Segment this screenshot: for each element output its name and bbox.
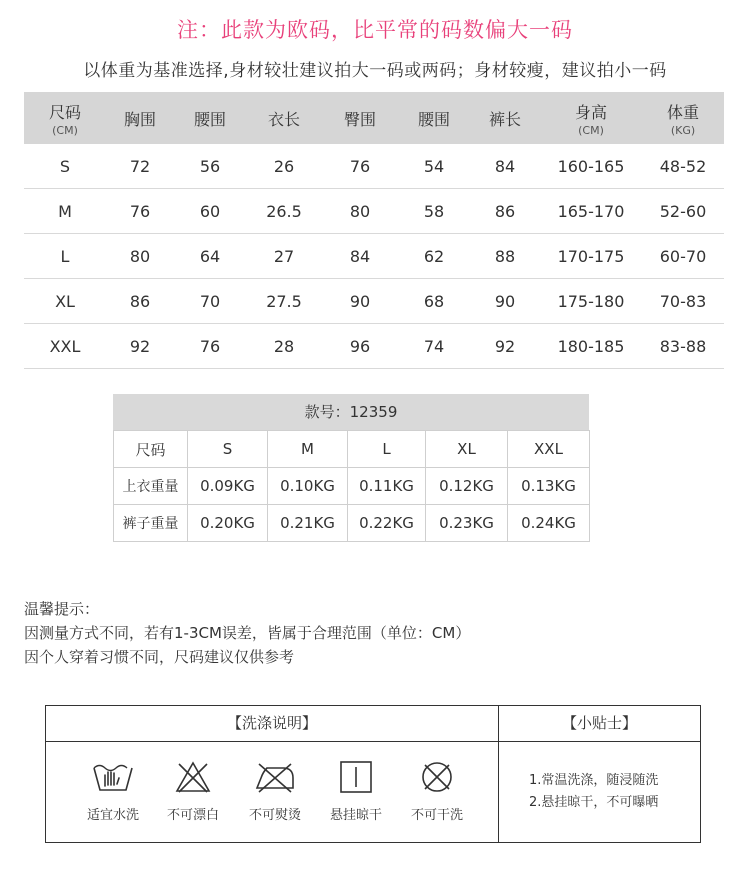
table-row <box>114 468 590 505</box>
wash-label: 不可熨烫 <box>248 808 301 823</box>
header-label: 腰围 <box>193 109 226 129</box>
table-row <box>24 234 724 279</box>
header-unit: (CM) <box>52 123 78 137</box>
table-cell: 92 <box>106 324 174 369</box>
size-notice: 注：此款为欧码，比平常的码数偏大一码 <box>177 18 573 42</box>
table-cell: 175-180 <box>540 279 642 324</box>
table-cell: XXL <box>24 324 106 369</box>
header-label: 体重 <box>666 102 699 122</box>
weight-header-cell: XL <box>426 431 508 468</box>
weight-table <box>113 430 590 542</box>
table-cell: 86 <box>106 279 174 324</box>
table-cell: 92 <box>470 324 540 369</box>
wash-item <box>316 760 396 823</box>
row-label: 裤子重量 <box>114 505 188 542</box>
weight-header-cell: S <box>188 431 268 468</box>
tip-item: 1.常温洗涤，随浸随洗 <box>529 773 659 788</box>
weight-header-cell: L <box>348 431 426 468</box>
table-cell: XL <box>24 279 106 324</box>
table-cell: S <box>24 144 106 189</box>
table-cell: 180-185 <box>540 324 642 369</box>
tips-line: 因个人穿着习惯不同，尺码建议仅供参考 <box>24 648 295 666</box>
table-row <box>24 324 724 369</box>
table-cell: 0.20KG <box>188 505 268 542</box>
table-cell: 48-52 <box>642 144 724 189</box>
table-cell: 74 <box>398 324 470 369</box>
table-cell: 80 <box>322 189 398 234</box>
weight-table-block <box>113 394 589 542</box>
wash-item <box>235 760 315 823</box>
size-header-cell <box>470 92 540 144</box>
size-advice: 以体重为基准选择,身材较壮建议拍大一码或两码；身材较瘦，建议拍小一码 <box>83 61 667 81</box>
table-cell: 27 <box>246 234 322 279</box>
table-cell: 76 <box>106 189 174 234</box>
table-cell: 96 <box>322 324 398 369</box>
size-table-header <box>24 92 724 144</box>
size-header-cell <box>398 92 470 144</box>
size-table <box>24 92 724 369</box>
table-cell: 60 <box>174 189 246 234</box>
model-number: 款号：12359 <box>113 394 589 430</box>
tips-title: 【小贴士】 <box>499 706 700 742</box>
table-cell: 83-88 <box>642 324 724 369</box>
table-cell: 62 <box>398 234 470 279</box>
table-cell: 160-165 <box>540 144 642 189</box>
size-header-cell <box>246 92 322 144</box>
table-cell: 165-170 <box>540 189 642 234</box>
table-cell: 0.24KG <box>508 505 590 542</box>
no-bleach-icon <box>171 760 215 794</box>
wash-label: 适宜水洗 <box>86 808 139 823</box>
header-unit: (CM) <box>578 123 604 137</box>
table-cell: M <box>24 189 106 234</box>
size-header-cell <box>106 92 174 144</box>
size-header-cell <box>322 92 398 144</box>
header-unit: (KG) <box>670 123 696 137</box>
no-dry-clean-icon <box>415 760 459 794</box>
wash-title: 【洗涤说明】 <box>46 706 498 742</box>
table-row <box>24 144 724 189</box>
table-cell: 88 <box>470 234 540 279</box>
size-header-cell <box>540 92 642 144</box>
wash-label: 悬挂晾干 <box>329 808 382 823</box>
wash-section <box>46 706 499 842</box>
table-row <box>24 189 724 234</box>
table-cell: 80 <box>106 234 174 279</box>
table-cell: 70-83 <box>642 279 724 324</box>
table-cell: 0.09KG <box>188 468 268 505</box>
weight-header-cell: 尺码 <box>114 431 188 468</box>
table-cell: 52-60 <box>642 189 724 234</box>
wash-label: 不可干洗 <box>410 808 463 823</box>
header-label: 尺码 <box>48 102 81 122</box>
table-cell: 27.5 <box>246 279 322 324</box>
row-label: 上衣重量 <box>114 468 188 505</box>
wash-label: 不可漂白 <box>166 808 219 823</box>
header-label: 腰围 <box>417 109 450 129</box>
table-cell: 72 <box>106 144 174 189</box>
table-cell: 86 <box>470 189 540 234</box>
no-iron-icon <box>253 760 297 794</box>
table-cell: 84 <box>322 234 398 279</box>
table-cell: 76 <box>174 324 246 369</box>
table-row <box>24 279 724 324</box>
table-cell: 0.21KG <box>268 505 348 542</box>
table-cell: 0.23KG <box>426 505 508 542</box>
table-cell: 60-70 <box>642 234 724 279</box>
tip-item: 2.悬挂晾干，不可曝晒 <box>529 795 659 810</box>
tips-section <box>499 706 700 842</box>
weight-header-cell: XXL <box>508 431 590 468</box>
hand-wash-icon <box>91 760 135 794</box>
table-cell: 64 <box>174 234 246 279</box>
table-cell: 0.12KG <box>426 468 508 505</box>
weight-header-cell: M <box>268 431 348 468</box>
tips-heading: 温馨提示： <box>24 600 100 618</box>
table-cell: 90 <box>470 279 540 324</box>
table-cell: 28 <box>246 324 322 369</box>
size-header-cell <box>24 92 106 144</box>
table-cell: 0.11KG <box>348 468 426 505</box>
table-cell: 0.22KG <box>348 505 426 542</box>
table-cell: 56 <box>174 144 246 189</box>
wash-item <box>153 760 233 823</box>
header-label: 衣长 <box>267 109 300 129</box>
table-cell: 54 <box>398 144 470 189</box>
table-cell: 0.10KG <box>268 468 348 505</box>
care-tips <box>24 597 470 669</box>
table-cell: 68 <box>398 279 470 324</box>
header-label: 胸围 <box>123 109 156 129</box>
table-cell: 170-175 <box>540 234 642 279</box>
table-cell: 26 <box>246 144 322 189</box>
hang-dry-icon <box>334 760 378 794</box>
table-cell: 26.5 <box>246 189 322 234</box>
table-cell: 84 <box>470 144 540 189</box>
table-cell: 70 <box>174 279 246 324</box>
table-cell: 90 <box>322 279 398 324</box>
wash-item <box>397 760 477 823</box>
size-header-cell <box>174 92 246 144</box>
table-cell: 76 <box>322 144 398 189</box>
wash-instructions-box <box>45 705 701 843</box>
tips-line: 因测量方式不同，若有1-3CM误差，皆属于合理范围（单位：CM） <box>24 624 471 642</box>
header-label: 身高 <box>574 102 607 122</box>
header-label: 臀围 <box>343 109 376 129</box>
table-row <box>114 505 590 542</box>
weight-header-row <box>114 431 590 468</box>
header-label: 裤长 <box>488 109 521 129</box>
wash-item <box>73 760 153 823</box>
table-cell: 58 <box>398 189 470 234</box>
table-cell: 0.13KG <box>508 468 590 505</box>
size-header-cell <box>642 92 724 144</box>
table-cell: L <box>24 234 106 279</box>
